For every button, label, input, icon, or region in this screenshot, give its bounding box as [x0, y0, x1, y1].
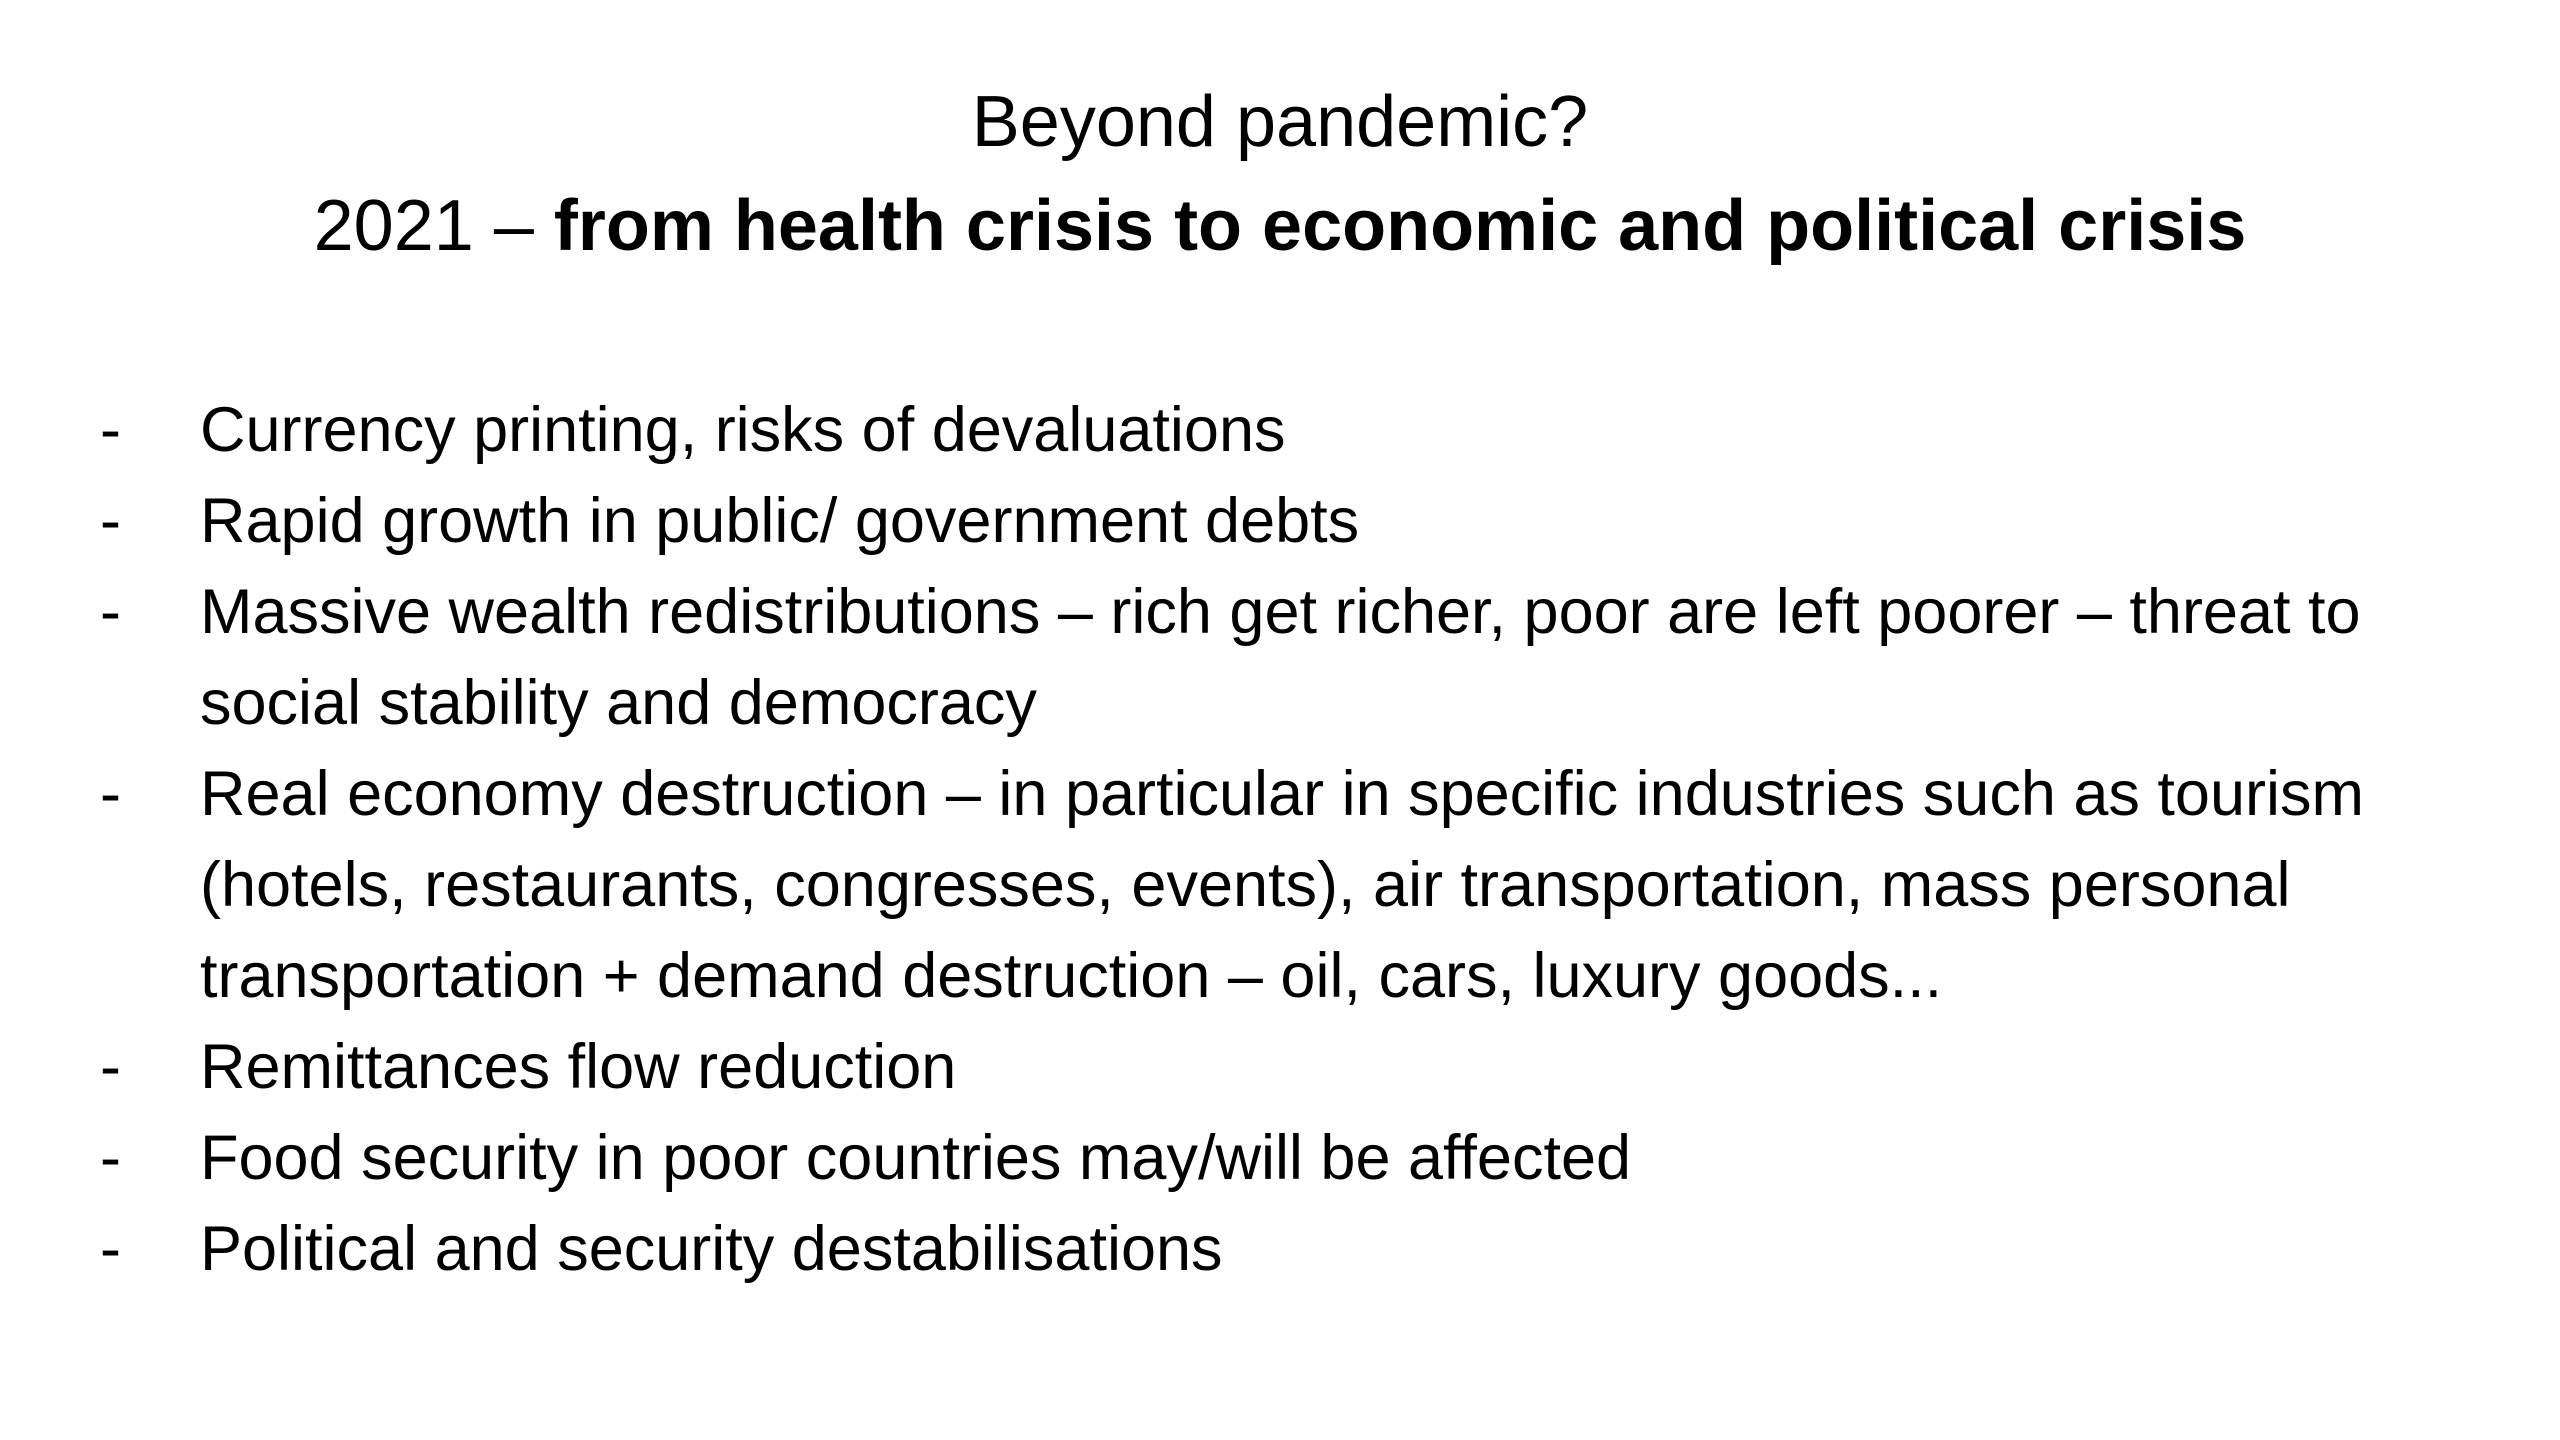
- bullet-list: [100, 385, 2500, 1295]
- bullet-marker: -: [100, 1123, 121, 1193]
- title-line-2-bold: from health crisis to economic and political crisis: [553, 186, 2247, 266]
- bullet-marker: -: [100, 486, 121, 556]
- title-line-1: Beyond pandemic?: [971, 82, 1589, 162]
- bullet-marker: -: [100, 1214, 121, 1284]
- bullet-text: Currency printing, risks of devaluations: [200, 395, 1286, 465]
- bullet-text: Political and security destabilisations: [200, 1214, 1223, 1284]
- bullet-marker: -: [100, 1032, 121, 1102]
- bullet-marker: -: [100, 395, 121, 465]
- bullet-item-debts: [100, 476, 2500, 567]
- bullet-text: Food security in poor countries may/will be affected: [200, 1123, 1632, 1193]
- slide-title: [0, 70, 2560, 278]
- bullet-marker: -: [100, 759, 121, 829]
- bullet-text: Rapid growth in public/ government debts: [200, 486, 1360, 556]
- bullet-text: Massive wealth redistributions – rich get richer, poor are left poorer – threat to social stability and democracy: [200, 577, 2361, 738]
- bullet-item-remittances: [100, 1022, 2500, 1113]
- title-line-2-prefix: 2021 –: [313, 186, 554, 266]
- bullet-item-currency: [100, 385, 2500, 476]
- bullet-text: Remittances flow reduction: [200, 1032, 957, 1102]
- title-line-2: [0, 174, 2560, 278]
- bullet-item-political: [100, 1204, 2500, 1295]
- bullet-marker: -: [100, 577, 121, 647]
- bullet-item-wealth: [100, 567, 2500, 749]
- bullet-item-economy: [100, 749, 2500, 1022]
- bullet-text: Real economy destruction – in particular in specific industries such as tourism (hotels, restaurants, congresses, events), air transportation, mass personal transportation + demand destruction – oil, cars, luxury goods...: [200, 759, 2364, 1011]
- bullet-item-food: [100, 1113, 2500, 1204]
